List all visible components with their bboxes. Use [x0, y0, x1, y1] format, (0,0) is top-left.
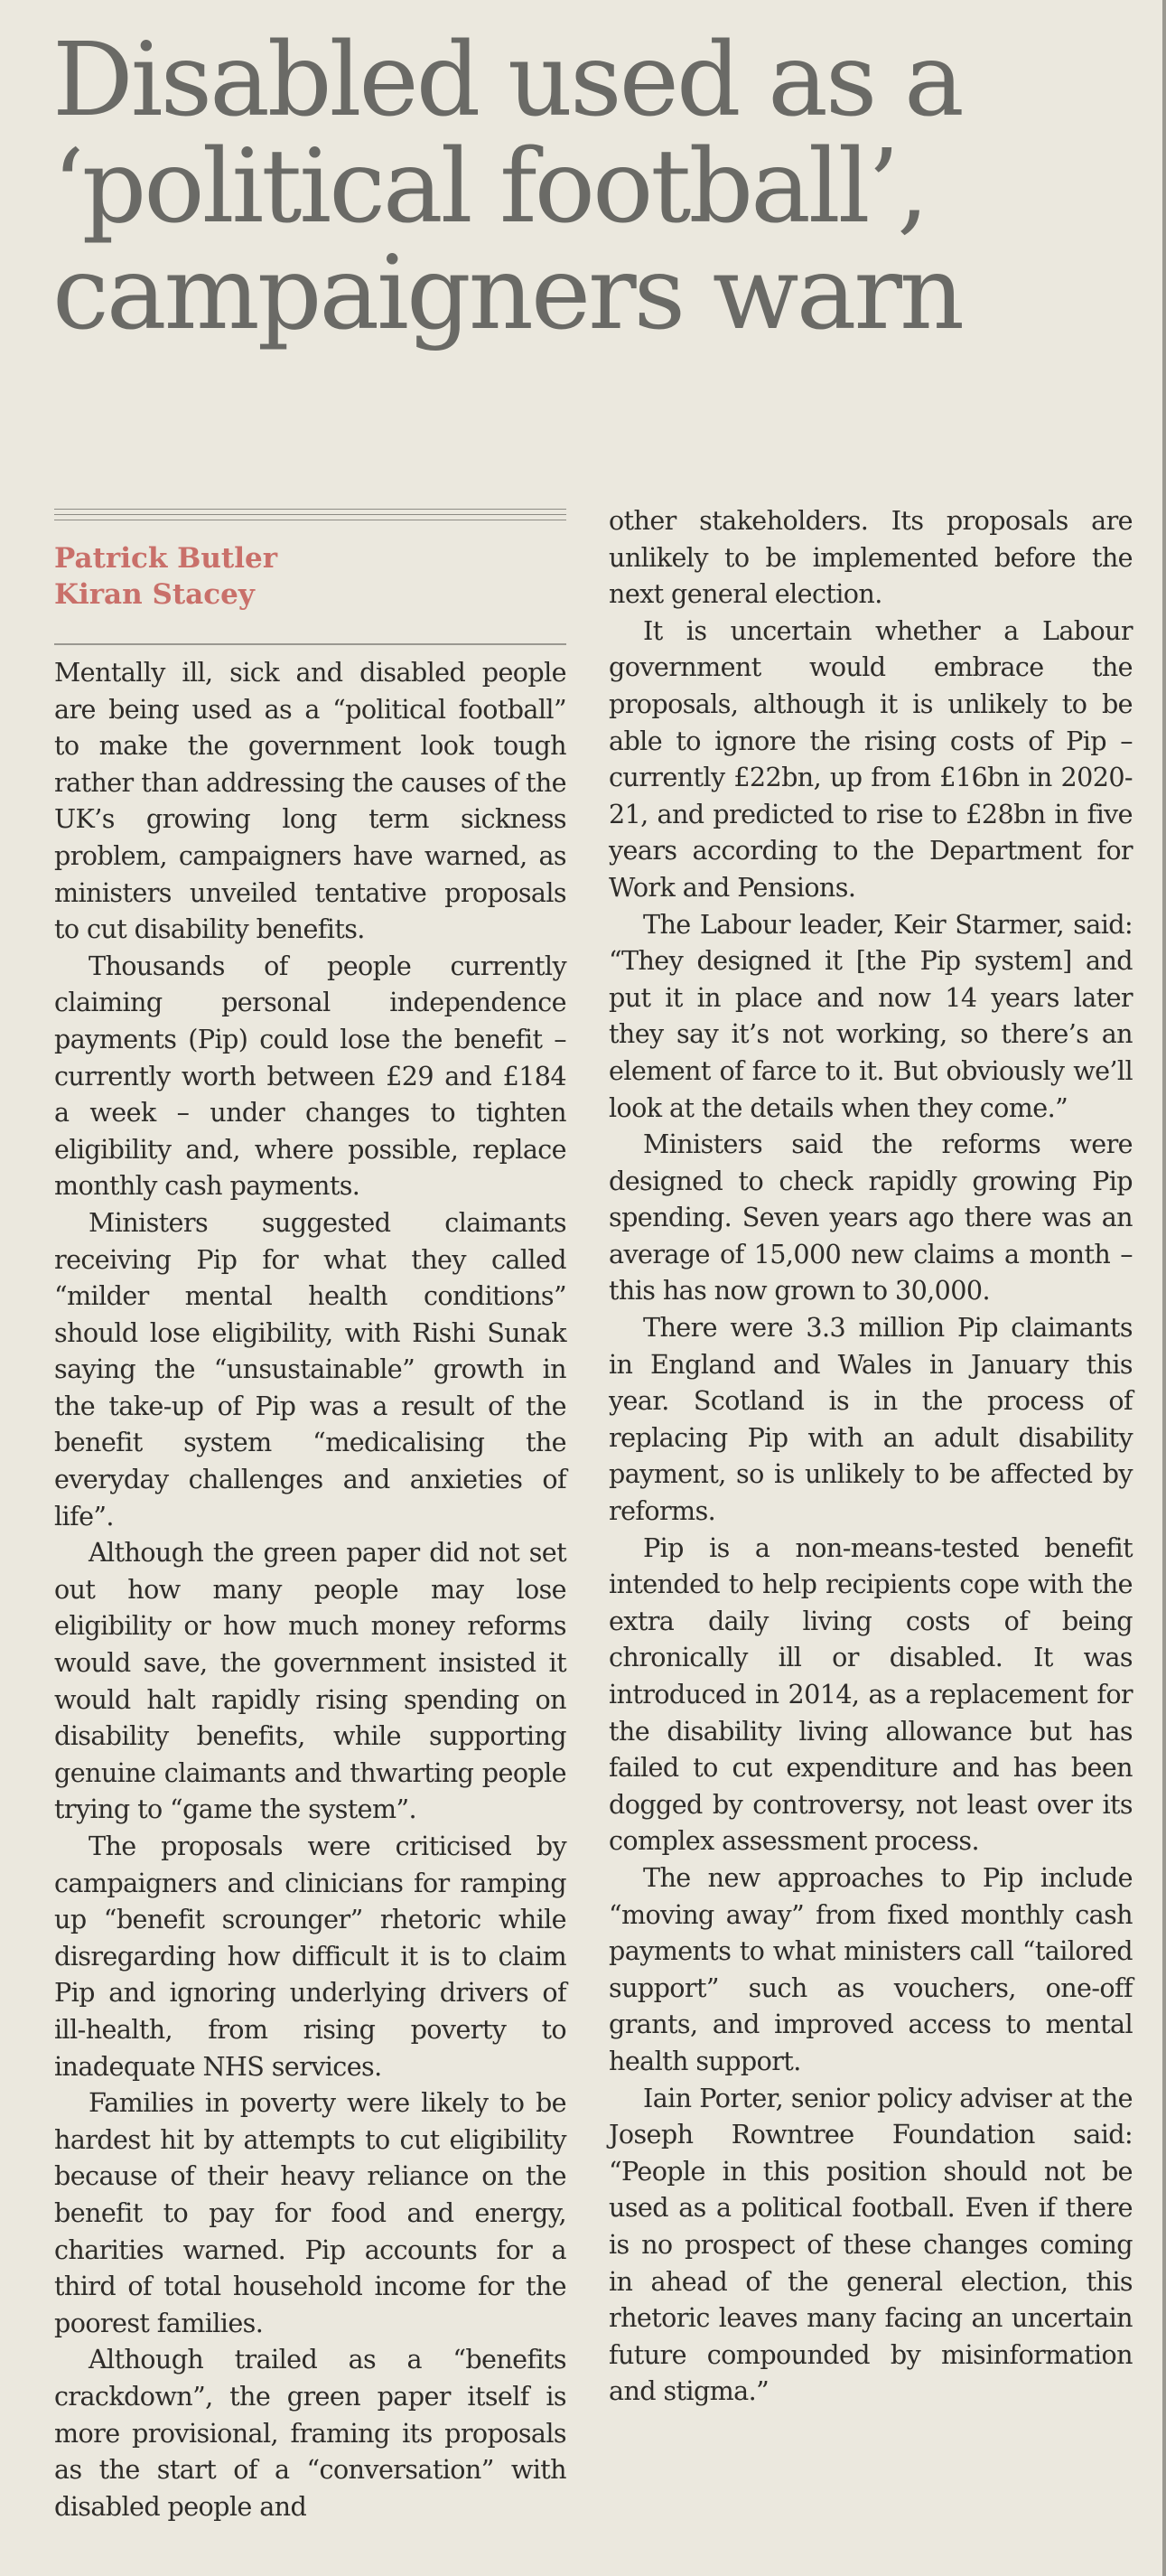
paragraph: Although the green paper did not set out how many people may lose eligibility or how much money reforms would save, the government insisted it would halt rapidly rising spending on disability benefits, while supporting genuine claimants and thwarting people trying to “game the system”. [54, 1537, 566, 1825]
headline-line-3: campaigners warn [52, 235, 963, 352]
paragraph: The proposals were criticised by campaigners and clinicians for ramping up “benefit scrounger” rhetoric while disregarding how difficult it is to claim Pip and ignoring underlying drivers of ill-health, from rising poverty to inadequate NHS services. [54, 1831, 566, 2082]
paragraph: Thousands of people currently claiming personal independence payments (Pip) could lose the benefit – currently worth between £29 and £184 a week – under changes to tighten eligibility and, where possible, replace monthly cash payments. [54, 950, 566, 1202]
headline [52, 22, 1136, 352]
article-column-1 [54, 654, 566, 2524]
paragraph: Mentally ill, sick and disabled people are being used as a “political football” to make the government look tough rather than addressing the causes of the UK’s growing long term sickness problem, campaigners have warned, as ministers unveiled tentative proposals to cut disability benefits. [54, 657, 566, 945]
byline-divider [54, 643, 566, 645]
article-column-2 [609, 502, 1133, 2410]
headline-line-2: ‘political football’, [52, 128, 927, 246]
paragraph: There were 3.3 million Pip claimants in England and Wales in January this year. Scotland is in the process of replacing Pip with an adult disability payment, so is unlikely to be affected by reforms. [609, 1312, 1133, 1527]
author-name: Patrick Butler [54, 542, 278, 575]
paragraph: other stakeholders. Its proposals are unlikely to be implemented before the next general election. [609, 505, 1133, 610]
paragraph: It is uncertain whether a Labour government would embrace the proposals, although it is unlikely to be able to ignore the rising costs of Pip – currently £22bn, up from £16bn in 2020-21, and predicted to rise to £28bn in five years according to the Department for Work and Pensions. [609, 614, 1133, 903]
headline-line-1: Disabled used as a [52, 22, 962, 139]
paragraph: Ministers suggested claimants receiving Pip for what they called “milder mental health conditions” should lose eligibility, with Rishi Sunak saying the “unsustainable” growth in the take-up of Pip was a result of the benefit system “medicalising the everyday challenges and anxieties of life”. [54, 1206, 566, 1532]
clipping-edge [1162, 0, 1166, 2576]
byline [54, 540, 560, 613]
author-name: Kiran Stacey [54, 578, 255, 611]
paragraph: The new approaches to Pip include “moving away” from fixed monthly cash payments to what ministers call “tailored support” such as vouchers, one-off grants, and improved access to mental health support. [609, 1861, 1133, 2076]
paragraph: Iain Porter, senior policy adviser at the Joseph Rowntree Foundation said: “People in this position should not be used as a political football. Even if there is no prospect of these changes coming in ahead of the general election, this rhetoric leaves many facing an uncertain future compounded by misinformation and stigma.” [609, 2082, 1133, 2407]
paragraph: Although trailed as a “benefits crackdown”, the green paper itself is more provisional, framing its proposals as the start of a “conversation” with disabled people and [54, 2344, 566, 2522]
paragraph: Pip is a non-means-tested benefit intended to help recipients cope with the extra daily living costs of being chronically ill or disabled. It was introduced in 2014, as a replacement for the disability living allowance but has failed to cut expenditure and has been dogged by controversy, not least over its complex assessment process. [609, 1532, 1133, 1857]
paragraph: Families in poverty were likely to be hardest hit by attempts to cut eligibility because of their heavy reliance on the benefit to pay for food and energy, charities warned. Pip accounts for a third of total household income for the poorest families. [54, 2087, 566, 2338]
paragraph: Ministers said the reforms were designed to check rapidly growing Pip spending. Seven years ago there was an average of 15,000 new claims a month – this has now grown to 30,000. [609, 1129, 1133, 1307]
paragraph: The Labour leader, Keir Starmer, said: “They designed it [the Pip system] and put it in place and now 14 years later they say it’s not working, so there’s an element of farce to it. But obviously we’ll look at the details when they come.” [609, 908, 1133, 1123]
byline-top-rules [54, 509, 566, 525]
